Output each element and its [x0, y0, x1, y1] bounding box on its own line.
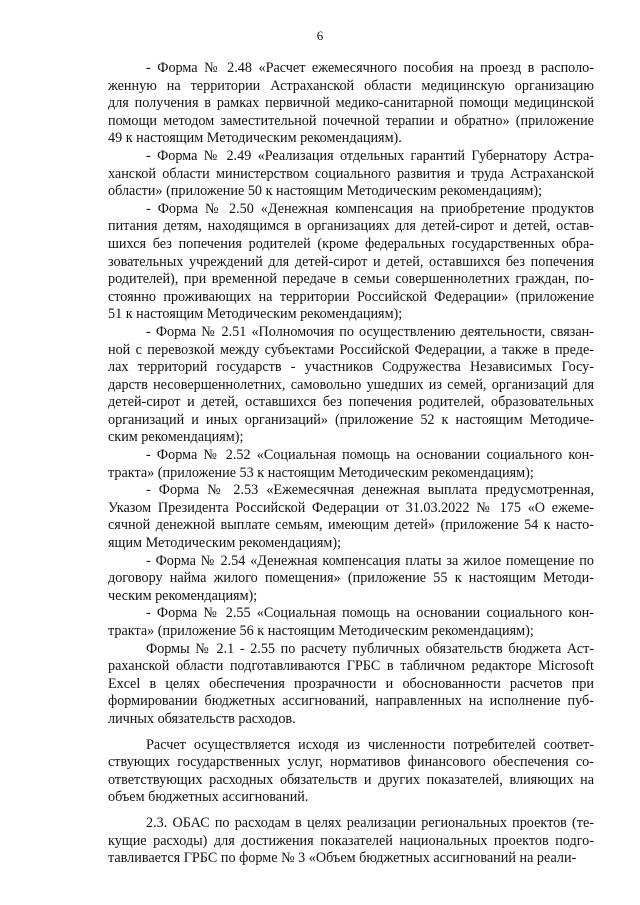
text-line: ящим Методическим рекомендациям); [108, 535, 342, 552]
text-line: 51 к настоящим Методическим рекомендациям); [108, 306, 403, 323]
text-line: организаций и иных организаций» (приложение 52 к настоящим Методиче- [108, 411, 594, 428]
text-line: ной с перевозкой между субъектами Российской Федерации, а также в преде- [108, 341, 594, 358]
text-line: питания детям, находящимся в организациях для детей-сирот и детей, остав- [108, 218, 594, 235]
text-line: - Форма № 2.50 «Денежная компенсация на приобретение продуктов [146, 200, 594, 217]
text-line: дарств несовершеннолетних, самовольно ушедших из семей, организаций для [108, 376, 594, 393]
text-line: ствующих государственных услуг, нормативов финансового обеспечения со- [108, 754, 594, 771]
text-line: лах территорий государств - участников Содружества Независимых Госу- [108, 359, 594, 376]
text-line: детей-сирот и детей, оставшихся без попечения родителей, образовательных [108, 394, 594, 411]
text-line: ответствующих расходных обязательств и других показателей, влияющих на [108, 771, 594, 788]
text-line: кущие расходы) для достижения показателей национальных проектов подго- [108, 832, 594, 849]
text-line: помощи методом заместительной почечной терапии и обратно» (приложение [108, 112, 594, 129]
text-line: сячной денежной выплате семьям, имеющим детей» (приложение 54 к насто- [108, 517, 594, 534]
text-line: для получения в рамках первичной медико-санитарной помощи медицинской [108, 95, 594, 112]
paragraph-form-2-52 [108, 447, 594, 482]
text-line: 49 к настоящим Методическим рекомендациям). [108, 130, 402, 147]
paragraph-calculation-basis [108, 737, 594, 807]
text-line: стоянно проживающих на территории Российской Федерации» (приложение [108, 288, 594, 305]
text-line: - Форма № 2.49 «Реализация отдельных гарантий Губернатору Астра- [146, 147, 594, 164]
text-line: шихся без попечения родителей (кроме федеральных государственных обра- [108, 235, 594, 252]
text-line: - Форма № 2.48 «Расчет ежемесячного пособия на проезд в располо- [146, 60, 594, 76]
text-line: Формы № 2.1 - 2.55 по расчету публичных обязательств бюджета Аст- [146, 640, 594, 657]
paragraph-form-2-49 [108, 148, 594, 201]
text-line: ским рекомендациям); [108, 429, 244, 446]
text-line: тракта» (приложение 56 к настоящим Методическим рекомендациям); [108, 623, 534, 639]
text-line: ческим рекомендациям); [108, 587, 258, 604]
text-line: - Форма № 2.53 «Ежемесячная денежная выплата предусмотренная, [146, 482, 594, 499]
text-line: зовательных учреждений для детей-сирот и детей, оставшихся без попечения [108, 253, 594, 270]
text-line: области» (приложение 50 к настоящим Методическим рекомендациям); [108, 183, 543, 200]
text-line: 2.3. ОБАС по расходам в целях реализации региональных проектов (те- [146, 814, 594, 831]
paragraph-gap [108, 729, 594, 737]
text-line: личных обязательств расходов. [108, 710, 296, 727]
paragraph-form-2-54 [108, 553, 594, 606]
text-line: - Форма № 2.51 «Полномочия по осуществлению деятельности, связан- [146, 323, 594, 340]
text-line: родителей), при временной передаче в семьи совершеннолетних граждан, по- [108, 271, 594, 288]
text-line: Excel в целях обеспечения прозрачности и обоснованности расчетов при [108, 675, 594, 692]
paragraph-form-2-51 [108, 324, 594, 447]
text-line: договору найма жилого помещения» (приложение 55 к настоящим Методи- [108, 570, 594, 587]
paragraph-form-2-53 [108, 482, 594, 552]
text-line: - Форма № 2.54 «Денежная компенсация платы за жилое помещение по [146, 552, 594, 569]
page-number: 6 [316, 28, 324, 43]
paragraph-section-2-3 [108, 815, 594, 868]
paragraph-form-2-50 [108, 201, 594, 324]
text-line: формировании бюджетных ассигнований, направленных на исполнение пуб- [108, 693, 594, 710]
text-line: Указом Президента Российской Федерации от 31.03.2022 № 175 «О ежеме- [108, 499, 594, 516]
text-line: тракта» (приложение 53 к настоящим Методическим рекомендациям); [108, 464, 534, 481]
text-line: раханской области подготавливаются ГРБС в табличном редакторе Microsoft [108, 658, 594, 675]
text-line: тавливается ГРБС по форме № 3 «Объем бюджетных ассигнований на реали- [108, 850, 577, 867]
text-line: ханской области министерством социального развития и труда Астраханской [108, 165, 594, 182]
document-body [108, 60, 594, 868]
paragraph-forms-summary [108, 641, 594, 729]
text-line: - Форма № 2.55 «Социальная помощь на основании социального кон- [146, 605, 594, 622]
text-line: - Форма № 2.52 «Социальная помощь на основании социального кон- [146, 447, 594, 464]
text-line: объем бюджетных ассигнований. [108, 789, 309, 806]
paragraph-form-2-48 [108, 60, 594, 148]
text-line: Расчет осуществляется исходя из численности потребителей соответ- [146, 736, 594, 753]
paragraph-gap [108, 807, 594, 815]
paragraph-form-2-55 [108, 605, 594, 640]
text-line: женную на территории Астраханской области медицинскую организацию [108, 77, 594, 94]
